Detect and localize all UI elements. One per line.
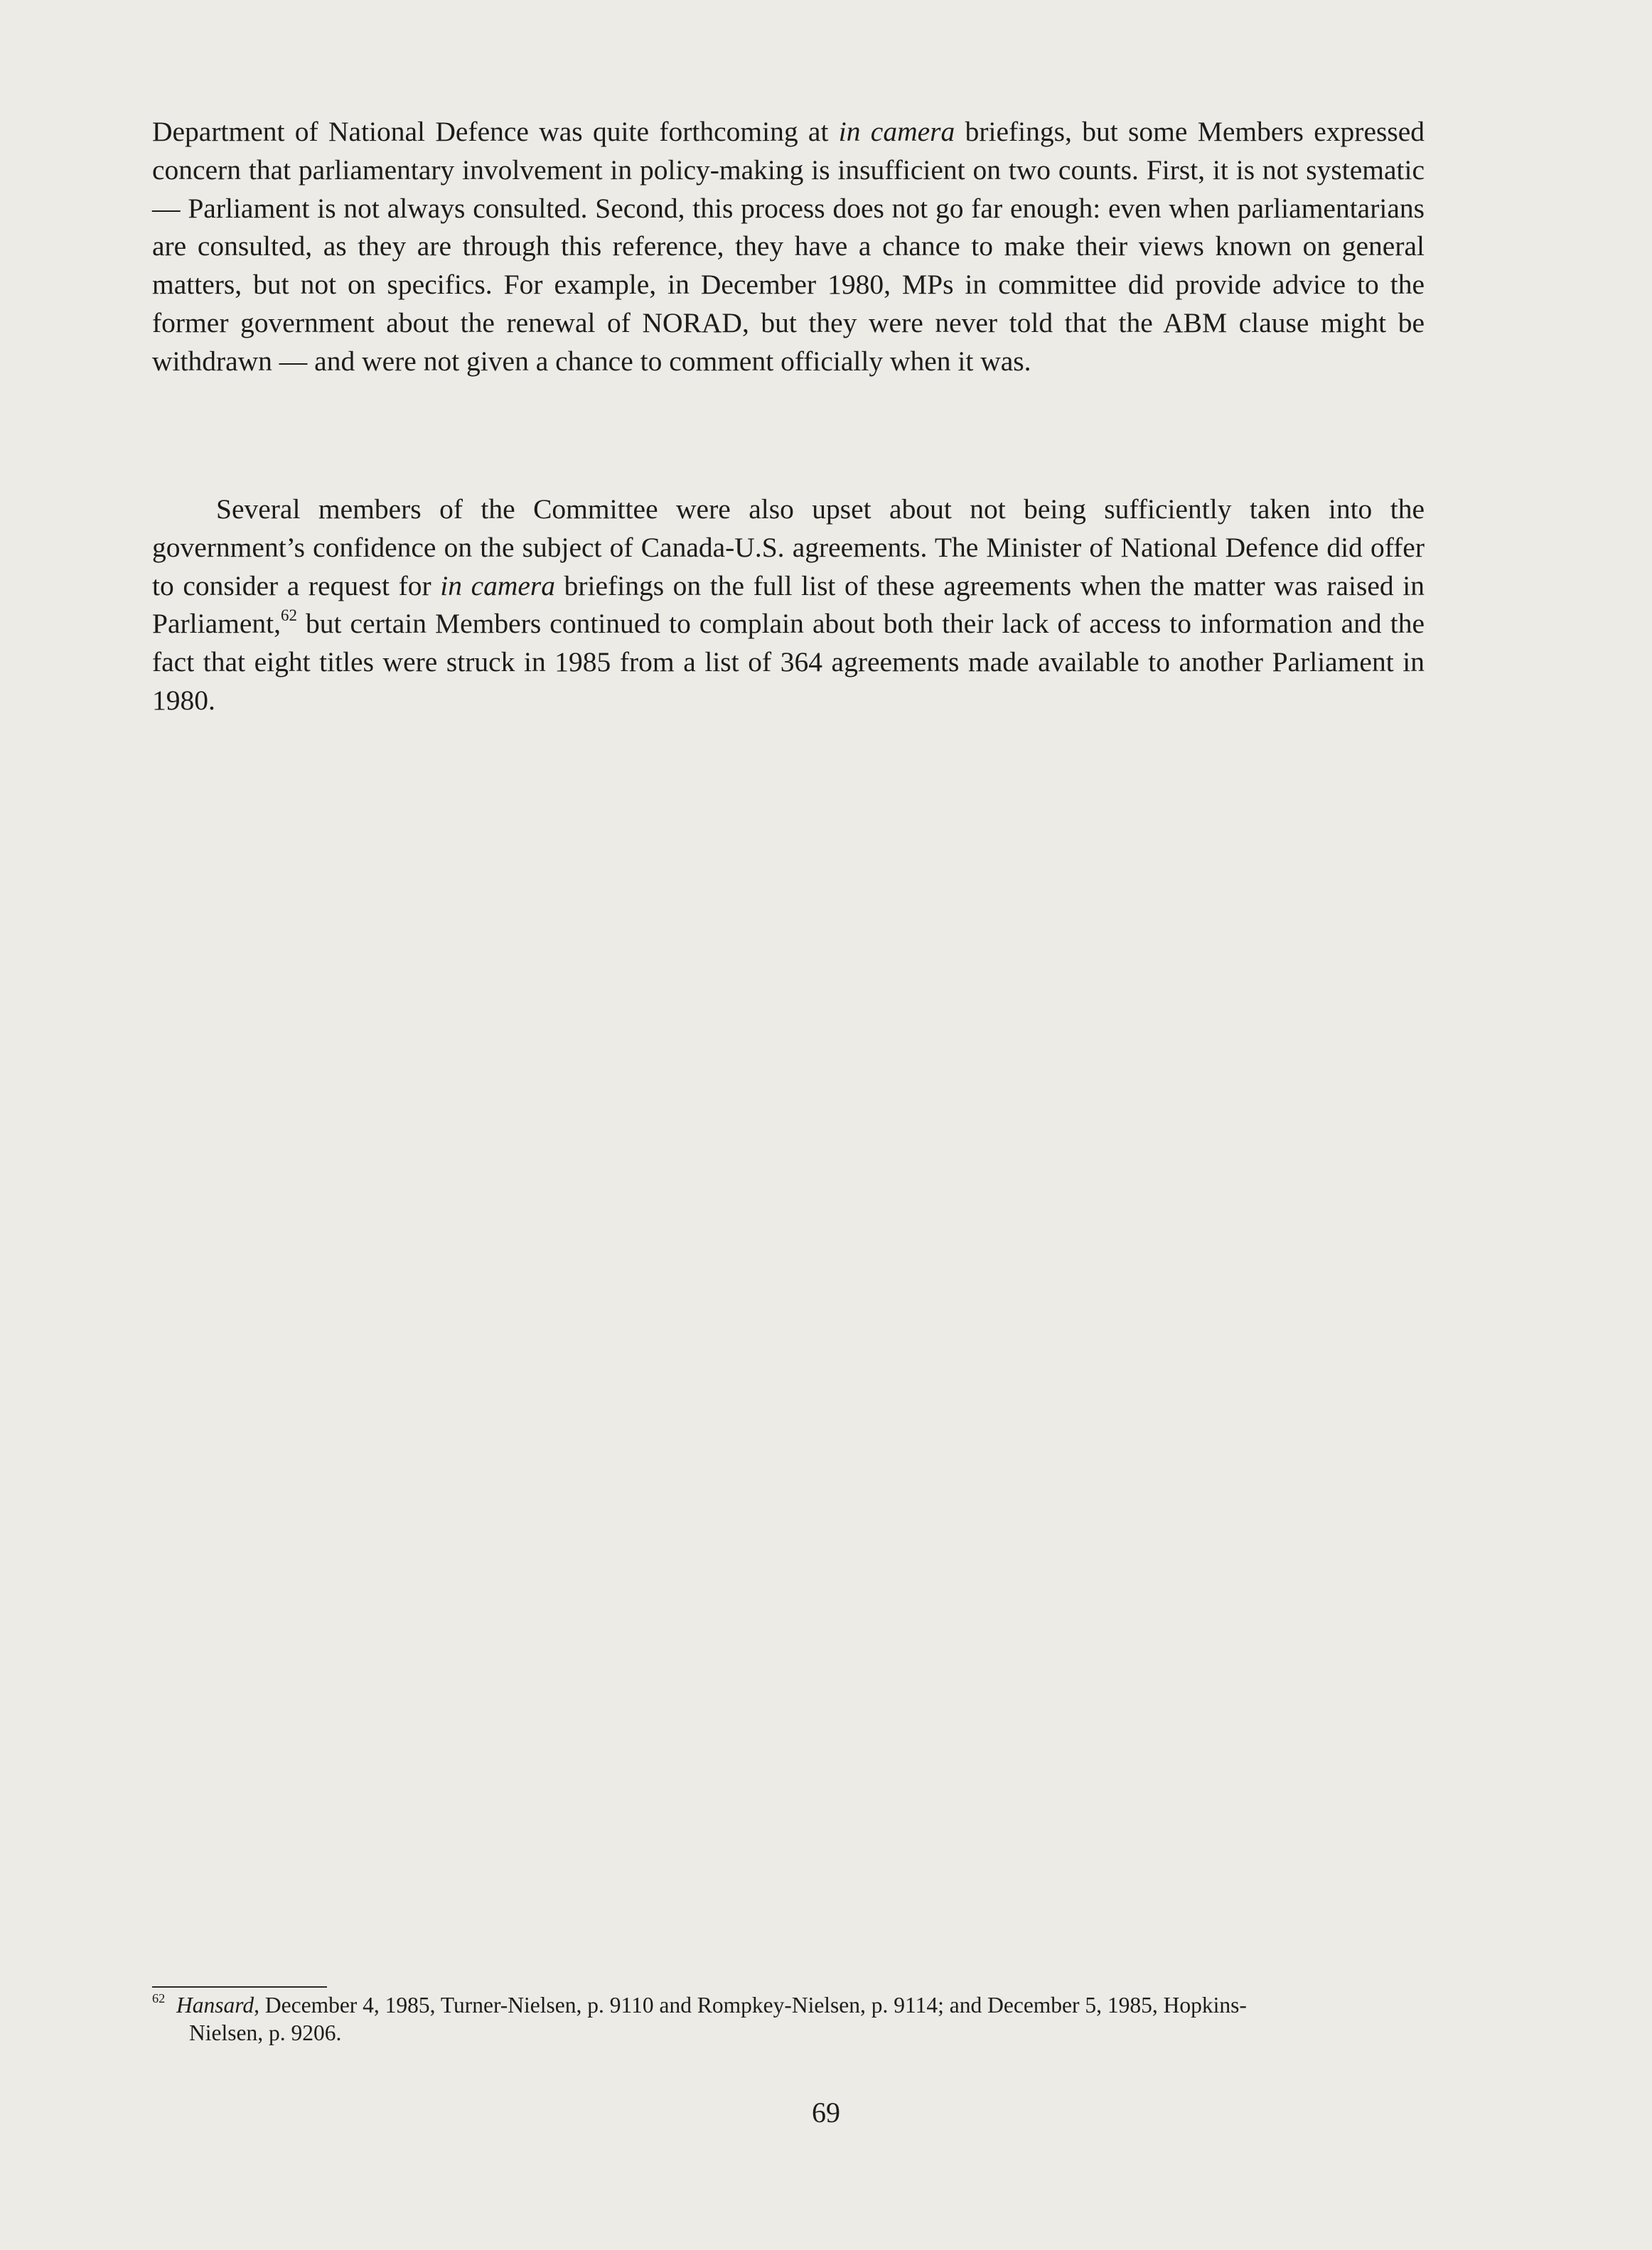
italic-term: in camera: [440, 569, 556, 601]
footnote-reference: 62: [281, 606, 297, 624]
footnote-source: Hansard: [176, 1993, 254, 2018]
bleed-through-texture: [152, 718, 1425, 803]
paragraph-text: Several members of the Committee were also upset about not being sufficiently taken into the government’s confidence on the subject of Canada-U.S. agreements. The Minister of National Defence did offer to consider a request for: [152, 493, 1425, 601]
paragraph-text: but certain Members continued to complain about both their lack of access to information and the fact that eight titles were struck in 1985 from a list of 364 agreements made available to another Parliament in 1980.: [152, 608, 1425, 716]
footnote-number: 62: [152, 1991, 166, 2005]
footnote-separator: [152, 1986, 327, 1988]
paragraph-text: briefings, but some Members expressed concern that parliamentary involvement in policy-making is insufficient on two counts. First, it is not systematic — Parliament is not always consulted. Second, this process does not go far enough: even when parliamentarians are consulted, as they are through this reference, they have a chance to make their views known on general matters, but not on specifics. For example, in December 1980, MPs in committee did provide advice to the former government about the renewal of NORAD, but they were never told that the ABM clause might be withdrawn — and were not given a chance to comment officially when it was.: [152, 116, 1425, 377]
footnote-text: , December 4, 1985, Turner-Nielsen, p. 9110 and Rompkey-Nielsen, p. 9114; and December 5, 1985, Hopkins-: [254, 1993, 1247, 2018]
body-paragraph-1: [152, 113, 1425, 381]
italic-term: in camera: [838, 116, 955, 147]
body-paragraph-2: [152, 491, 1425, 720]
paragraph-text: briefings on the full list of these agreements when the matter was raised in Parliament,: [152, 569, 1425, 640]
paragraph-text: Department of National Defence was quite forthcoming at: [152, 116, 839, 147]
page-number: 69: [812, 2096, 840, 2128]
footnote-text-continued: Nielsen, p. 9206.: [189, 2020, 342, 2045]
footnote: [152, 1991, 1425, 2047]
